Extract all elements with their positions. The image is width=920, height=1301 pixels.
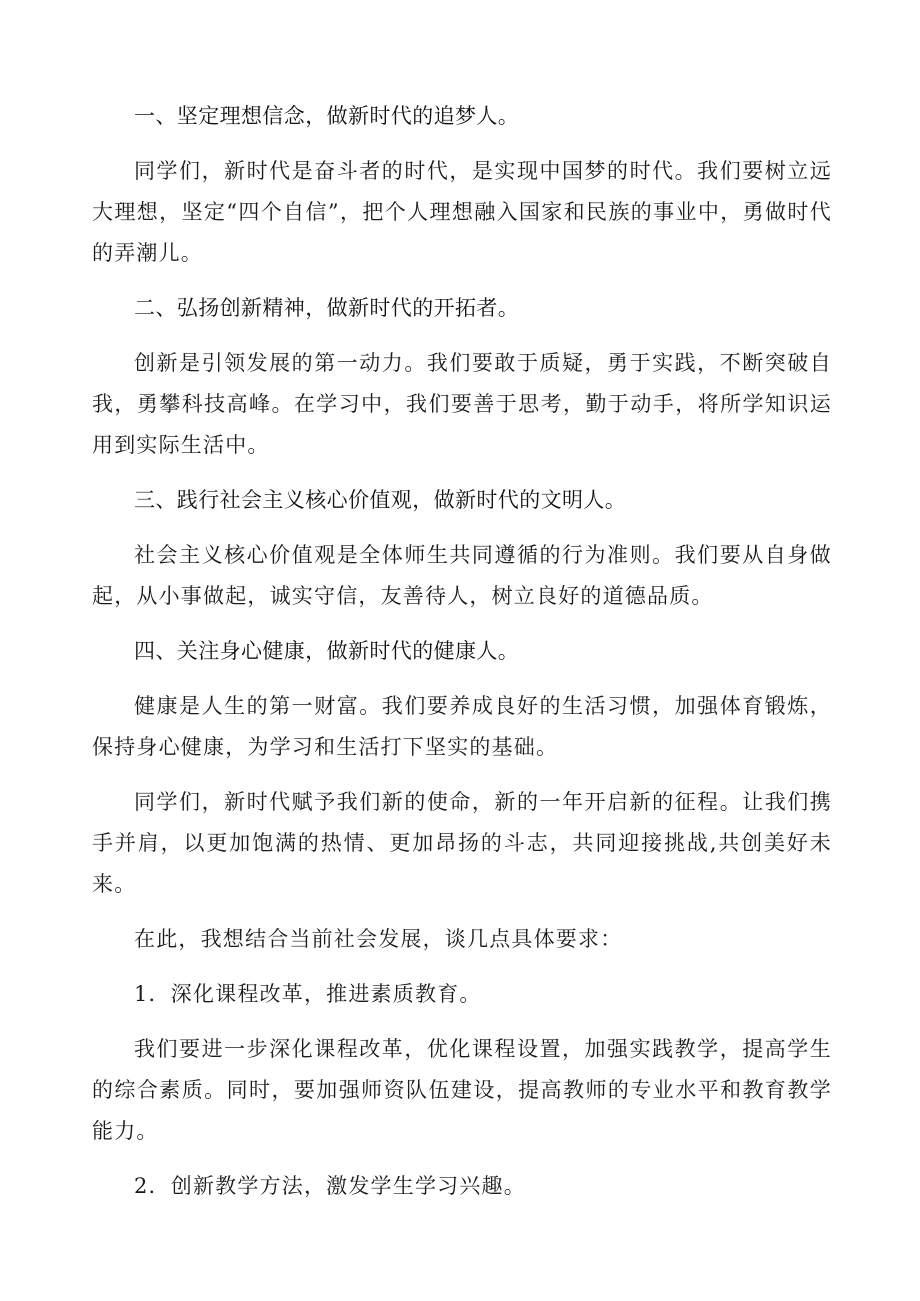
section-heading-2: 二、弘扬创新精神，做新时代的开拓者。 (134, 296, 520, 320)
section-paragraph-3: 社会主义核心价值观是全体师生共同遵循的行为准则。我们要从自身做起，从小事做起，诚实守信，友善待人，树立良好的道德品质。 (92, 543, 832, 608)
section-paragraph-4: 健康是人生的第一财富。我们要养成良好的生活习惯，加强体育锻炼，保持身心健康，为学习和生活打下坚实的基础。 (92, 694, 832, 759)
closing-paragraph: 同学们，新时代赋予我们新的使命，新的一年开启新的征程。让我们携手并肩，以更加饱满的热情、更加昂扬的斗志，共同迎接挑战,共创美好未来。 (92, 790, 832, 896)
section-paragraph-1: 同学们，新时代是奋斗者的时代，是实现中国梦的时代。我们要树立远大理想，坚定“四个自信”，把个人理想融入国家和民族的事业中，勇做时代的弄潮儿。 (92, 159, 832, 265)
requirement-title-1: 1．深化课程改革，推进素质教育。 (134, 982, 482, 1006)
requirement-paragraph-1: 我们要进一步深化课程改革，优化课程设置，加强实践教学，提高学生的综合素质。同时，要加强师资队伍建设，提高教师的专业水平和教育教学能力。 (92, 1037, 832, 1143)
section-heading-1: 一、坚定理想信念，做新时代的追梦人。 (134, 104, 520, 128)
section-paragraph-2: 创新是引领发展的第一动力。我们要敢于质疑，勇于实践，不断突破自我，勇攀科技高峰。在学习中，我们要善于思考，勤于动手，将所学知识运用到实际生活中。 (92, 351, 832, 457)
section-heading-4: 四、关注身心健康，做新时代的健康人。 (134, 639, 520, 663)
section-heading-3: 三、践行社会主义核心价值观，做新时代的文明人。 (134, 488, 627, 512)
requirements-intro: 在此，我想结合当前社会发展，谈几点具体要求： (134, 927, 623, 951)
requirement-title-2: 2．创新教学方法，激发学生学习兴趣。 (134, 1174, 526, 1198)
document-body (92, 96, 832, 1221)
